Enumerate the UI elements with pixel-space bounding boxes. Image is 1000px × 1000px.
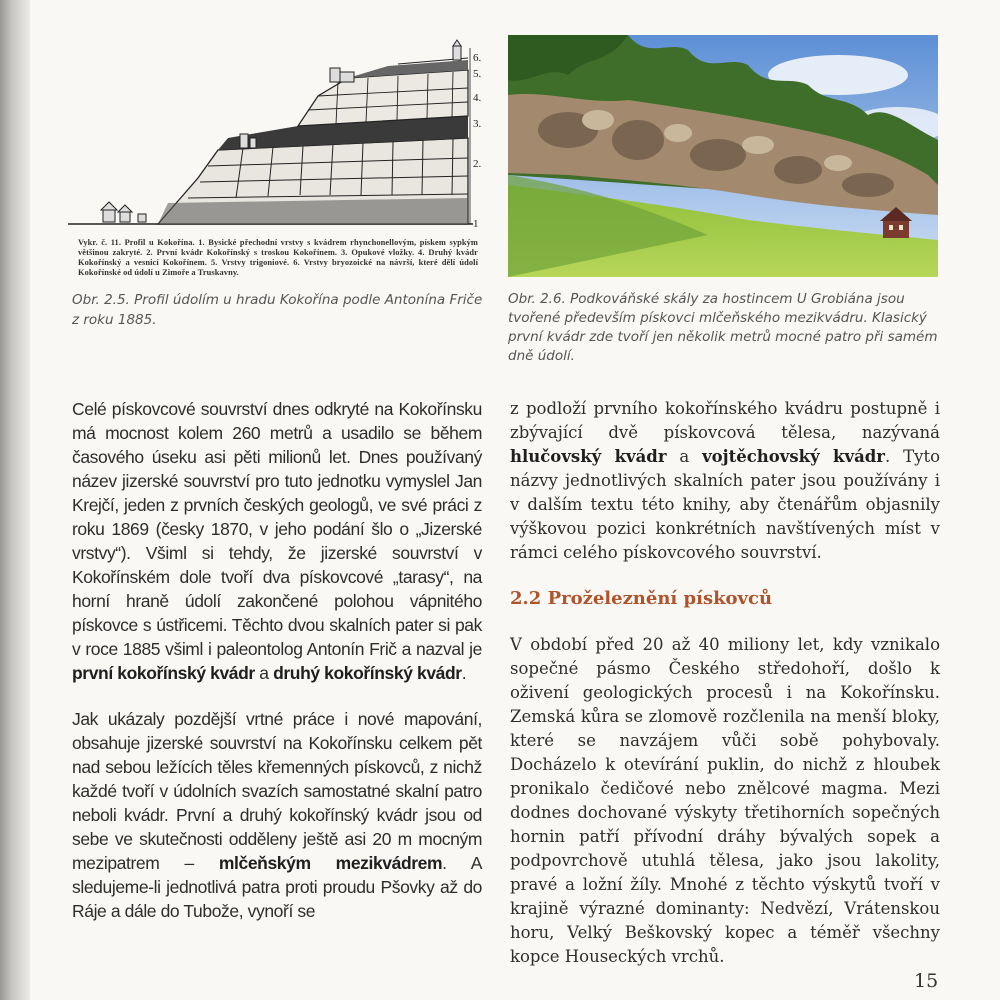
left-p1-text: Celé pískovcové souvrství dnes odkryté na Kokořínsku má mocnost kolem 260 metrů a usadilo se během časového úseku asi pěti milionů let. Dnes používaný název jizerské souvrství pro tuto jednotku vymyslel Jan Krejčí, jeden z prvních českých geologů, ve své práci z roku 1869 (česky 1870, v jeho podání šlo o „Jizerské vrstvy“). Všiml si tehdy, že jizerské souvrství v Kokořínském dole tvoří dva pískovcové „tarasy“, na horní hraně údolí zakončené polohou vápnitého pískovce s ústřicemi. Těchto dvou skalních pater si pak v roce 1885 všiml i paleontolog Antonín Frič a nazval je bbox=[72, 399, 482, 659]
left-p2-end: . A sledujeme-li jednotlivá patra proti proudu Pšovky až do Ráje a dále do Tubože, vynoří se bbox=[72, 853, 483, 921]
photo-illustration bbox=[508, 35, 938, 277]
stratum-number-1: 1 bbox=[473, 218, 479, 230]
right-paragraph-2: V období před 20 až 40 miliony let, kdy vznikalo sopečné pásmo Českého středohoří, došlo k oživení geologických procesů i na Kokořínsku. Zemská kůra se zlomově rozčlenila na menší bloky, které se navzájem vůči sobě pohybovaly. Docházelo k otevírání puklin, do nichž z hloubek pronikalo čedičové nebo znělcové magma. Mezi dodnes dochované výskyty třetihorních sopečných hornin patří přívodní dráhy bývalých sopek a podpovrchově utuhlá tělesa, jako jsou lakolity, pravé a ložní žíly. Mnohé z těchto výskytů tvoří v krajině výrazné dominanty: Nedvězí, Vrátenskou horu, Velký Beškovský kopec a téměř všechny kopce Houseckých vrchů. bbox=[510, 635, 940, 966]
term-second-kvadr: druhý kokořínský kvádr bbox=[273, 663, 462, 683]
stratum-number-2: 2. bbox=[473, 158, 482, 170]
left-paragraph-1 bbox=[72, 397, 482, 685]
term-first-kvadr: první kokořínský kvádr bbox=[72, 663, 255, 683]
figure-2-5-caption: Obr. 2.5. Profil údolím u hradu Kokořína podle Antonína Friče z roku 1885. bbox=[72, 292, 483, 328]
term-vojtechovsky-kvadr: vojtěchovský kvádr bbox=[702, 447, 886, 466]
right-p1-mid: a bbox=[666, 447, 703, 466]
right-text-column bbox=[510, 397, 940, 991]
engraving-side-numbers bbox=[473, 52, 487, 242]
left-p2-text: Jak ukázaly pozdější vrtné práce i nové mapování, obsahuje jizerské souvrství na Kokořínsku celkem pět nad sebou ležících těles křemenných pískovců, z nichž každé tvoří v údolních svazích samostatné skalní patro neboli kvádr. První a druhý kokořínský kvádr jsou od sebe ve skutečnosti odděleny ještě asi 20 m mocným mezipatrem – bbox=[72, 709, 482, 873]
stratum-number-5: 5. bbox=[473, 68, 482, 80]
book-spine-shadow bbox=[0, 0, 30, 1000]
left-p1-mid: a bbox=[254, 663, 274, 683]
right-p1-text: z podloží prvního kokořínského kvádru postupně i zbývající dvě pískovcová tělesa, nazývaná bbox=[510, 399, 940, 442]
right-p1-end: . Tyto názvy jednotlivých skalních pater jsou používány i v dalším textu této knihy, aby čtenářům objasnily výškovou pozici konkrétních navštívených míst v rámci celého pískovcového souvrství. bbox=[510, 447, 941, 562]
stratum-number-3: 3. bbox=[473, 118, 482, 130]
right-paragraph-1 bbox=[510, 397, 940, 565]
page-number: 15 bbox=[914, 970, 939, 992]
left-p1-end: . bbox=[461, 663, 467, 683]
engraving-drawing bbox=[68, 38, 488, 238]
stratum-number-6: 6. bbox=[473, 52, 482, 64]
section-heading: 2.2 Proželeznění pískovců bbox=[510, 588, 773, 609]
figure-2-6-caption: Obr. 2.6. Podkováňské skály za hostincem U Grobiána jsou tvořené především pískovci mlčeňského mezikvádru. Klasický první kvádr zde tvoří jen několik metrů mocné patro při samém dně údolí. bbox=[508, 291, 938, 364]
stratum-number-4: 4. bbox=[473, 92, 482, 104]
figure-cliffs-photo bbox=[508, 35, 938, 277]
left-text-column bbox=[72, 397, 482, 945]
engraving-original-caption: Vykr. č. 11. Profil u Kokořína. 1. Bysické přechodní vrstvy s kvádrem rhynchonellovým, pískem sypkým většinou zakryté. 2. První kvádr Kokořínský s troskou Kokořínem. 3. Opukové vložky. 4. Druhý kvádr Kokořínský a vesnicí Kokořínem. 5. Vrstvy trigoniové. 6. Vrstvy bryozoické na návrší, které dělí údolí Kokořínské od údolí u Zimoře a Truskavny. bbox=[78, 238, 478, 277]
left-paragraph-2 bbox=[72, 707, 482, 923]
term-mlcensky-mezikvadr: mlčeňským mezikvádrem bbox=[218, 853, 443, 873]
term-hlucovsky-kvadr: hlučovský kvádr bbox=[510, 447, 667, 466]
